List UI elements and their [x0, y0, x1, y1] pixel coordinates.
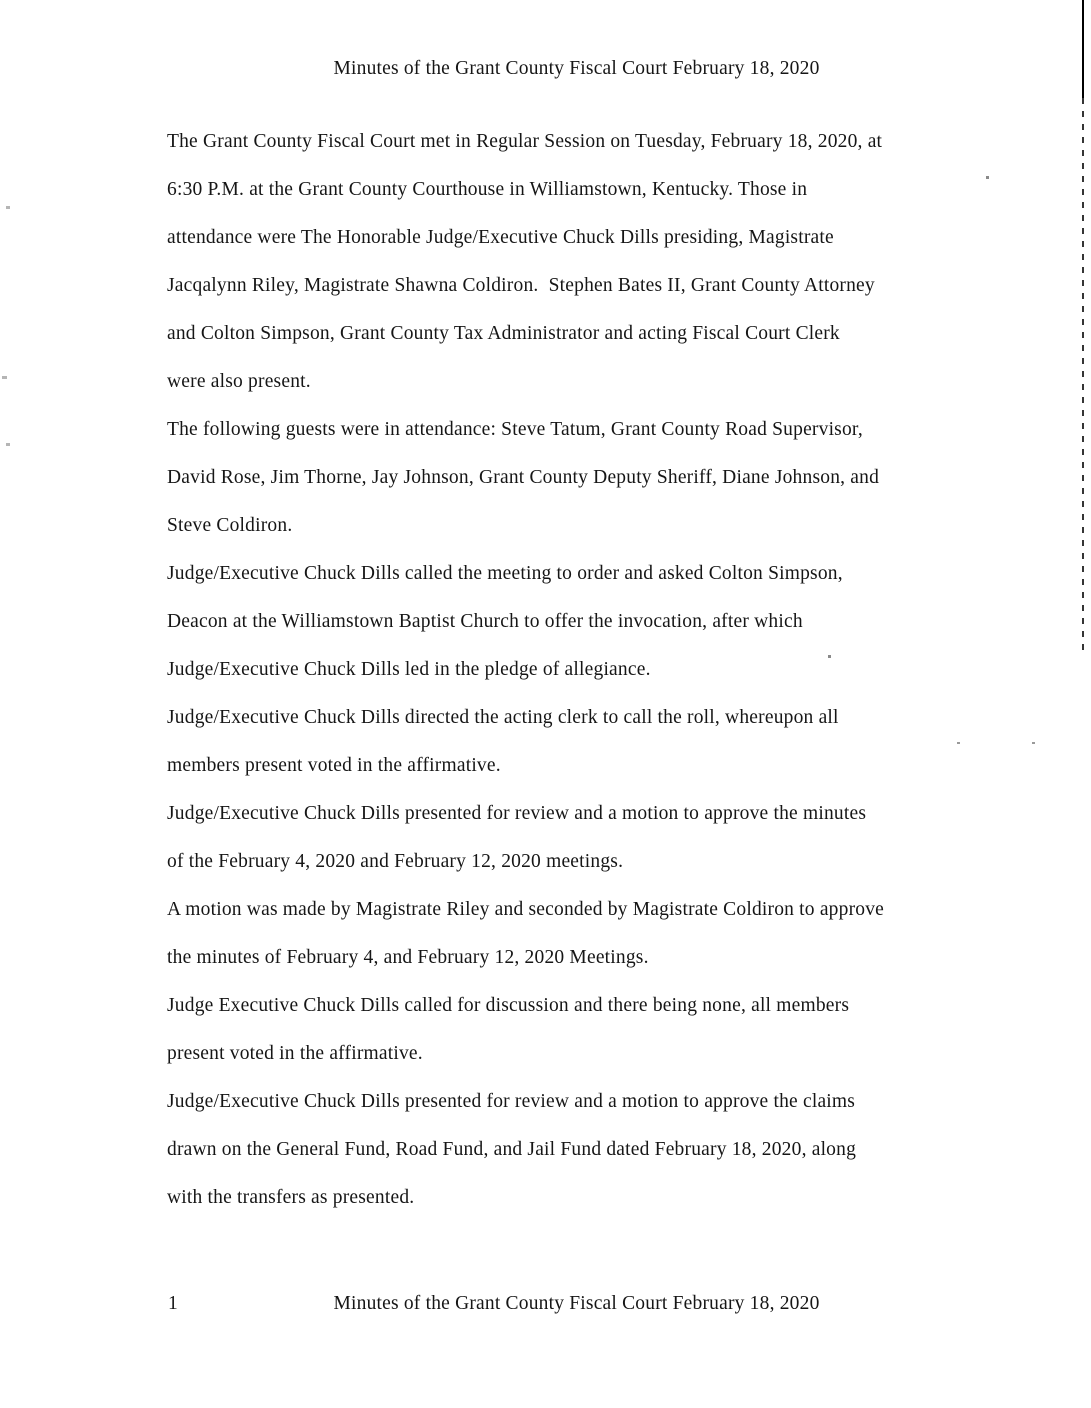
scan-speck: [2, 376, 7, 379]
scan-artifact-vertical-line-dashed: [1082, 98, 1084, 655]
body-line: Judge/Executive Chuck Dills called the meeting to order and asked Colton Simpson,: [167, 563, 843, 584]
body-line: members present voted in the affirmative.: [167, 755, 501, 776]
body-line: David Rose, Jim Thorne, Jay Johnson, Grant County Deputy Sheriff, Diane Johnson, and: [167, 467, 880, 488]
document-title: Minutes of the Grant County Fiscal Court February 18, 2020: [333, 58, 820, 79]
body-line: The Grant County Fiscal Court met in Regular Session on Tuesday, February 18, 2020, at: [167, 131, 883, 152]
body-line: Judge/Executive Chuck Dills directed the acting clerk to call the roll, whereupon all: [167, 707, 839, 728]
body-line: and Colton Simpson, Grant County Tax Administrator and acting Fiscal Court Clerk: [167, 323, 840, 344]
scan-speck: [6, 206, 10, 209]
document-body: [167, 118, 957, 1222]
body-line: attendance were The Honorable Judge/Executive Chuck Dills presiding, Magistrate: [167, 227, 834, 248]
scan-speck: [957, 742, 960, 744]
body-line: with the transfers as presented.: [167, 1187, 415, 1208]
body-line: Judge Executive Chuck Dills called for discussion and there being none, all members: [167, 995, 850, 1016]
scan-artifact-vertical-line-solid: [1082, 0, 1084, 98]
body-line: A motion was made by Magistrate Riley and seconded by Magistrate Coldiron to approve: [167, 899, 885, 920]
body-line: Judge/Executive Chuck Dills led in the pledge of allegiance.: [167, 659, 651, 680]
body-line: of the February 4, 2020 and February 12, 2020 meetings.: [167, 851, 624, 872]
footer-title: Minutes of the Grant County Fiscal Court February 18, 2020: [333, 1293, 820, 1314]
body-line: Jacqalynn Riley, Magistrate Shawna Coldiron. Stephen Bates II, Grant County Attorney: [167, 275, 875, 296]
scan-speck: [1032, 742, 1035, 744]
body-line: 6:30 P.M. at the Grant County Courthouse in Williamstown, Kentucky. Those in: [167, 179, 808, 200]
body-line: present voted in the affirmative.: [167, 1043, 423, 1064]
body-line: were also present.: [167, 371, 311, 392]
body-line: Deacon at the Williamstown Baptist Church to offer the invocation, after which: [167, 611, 803, 632]
body-line: drawn on the General Fund, Road Fund, and Jail Fund dated February 18, 2020, along: [167, 1139, 857, 1160]
body-line: Judge/Executive Chuck Dills presented for review and a motion to approve the claims: [167, 1091, 856, 1112]
body-line: the minutes of February 4, and February 12, 2020 Meetings.: [167, 947, 649, 968]
page-number: 1: [168, 1293, 178, 1314]
body-line: The following guests were in attendance: Steve Tatum, Grant County Road Supervisor,: [167, 419, 863, 440]
body-line: Steve Coldiron.: [167, 515, 293, 536]
scan-speck: [6, 443, 10, 446]
scan-speck: [986, 176, 989, 179]
body-line: Judge/Executive Chuck Dills presented for review and a motion to approve the minutes: [167, 803, 867, 824]
document-footer: [0, 1288, 1091, 1320]
